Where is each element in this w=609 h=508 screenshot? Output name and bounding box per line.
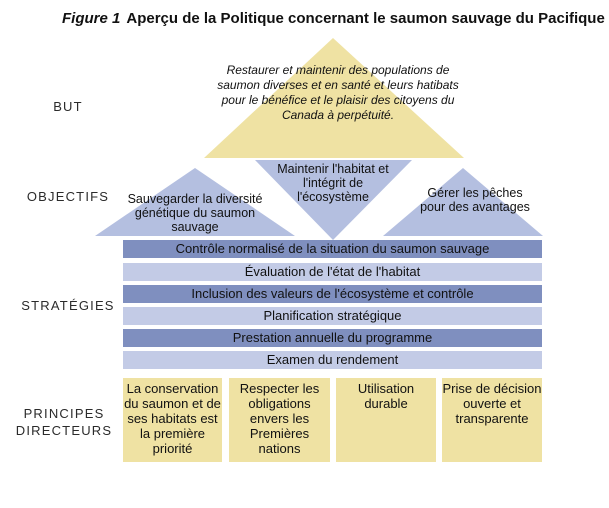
strategy-band-2: Évaluation de l'état de l'habitat	[123, 263, 542, 281]
principe-pillar-1: La conservation du saumon et de ses habitats est la première priorité	[123, 378, 222, 462]
strategy-band-6: Examen du rendement	[123, 351, 542, 369]
side-label-strategies: STRATÉGIES	[21, 298, 115, 313]
but-text: Restaurer et maintenir des populations de saumon diverses et en santé et leurs hatibats pour le bénéfice et le plaisir des citoyens du Canada à perpétuité.	[217, 63, 459, 122]
principe-pillar-2: Respecter les obligations envers les Premières nations	[229, 378, 330, 462]
objectif-center-label: Maintenir l'habitat et l'intégrit de l'écosystème	[277, 162, 389, 204]
side-label-objectifs: OBJECTIFS	[26, 189, 110, 204]
principe-pillar-3: Utilisation durable	[336, 378, 436, 462]
side-label-but: BUT	[53, 99, 83, 114]
strategy-band-3: Inclusion des valeurs de l'écosystème et contrôle	[123, 285, 542, 303]
side-label-principes: PRINCIPES DIRECTEURS	[15, 406, 113, 438]
strategy-band-1: Contrôle normalisé de la situation du saumon sauvage	[123, 240, 542, 258]
principe-pillar-4: Prise de décision ouverte et transparente	[442, 378, 542, 462]
figure-title-text: Aperçu de la Politique concernant le saumon sauvage du Pacifique	[126, 10, 605, 27]
strategy-band-4: Planification stratégique	[123, 307, 542, 325]
figure-label: Figure 1	[62, 10, 121, 27]
objectif-left-label: Sauvegarder la diversité génétique du saumon sauvage	[127, 192, 263, 234]
objectif-right-label: Gérer les pêches pour des avantages	[420, 186, 530, 214]
strategy-band-5: Prestation annuelle du programme	[123, 329, 542, 347]
